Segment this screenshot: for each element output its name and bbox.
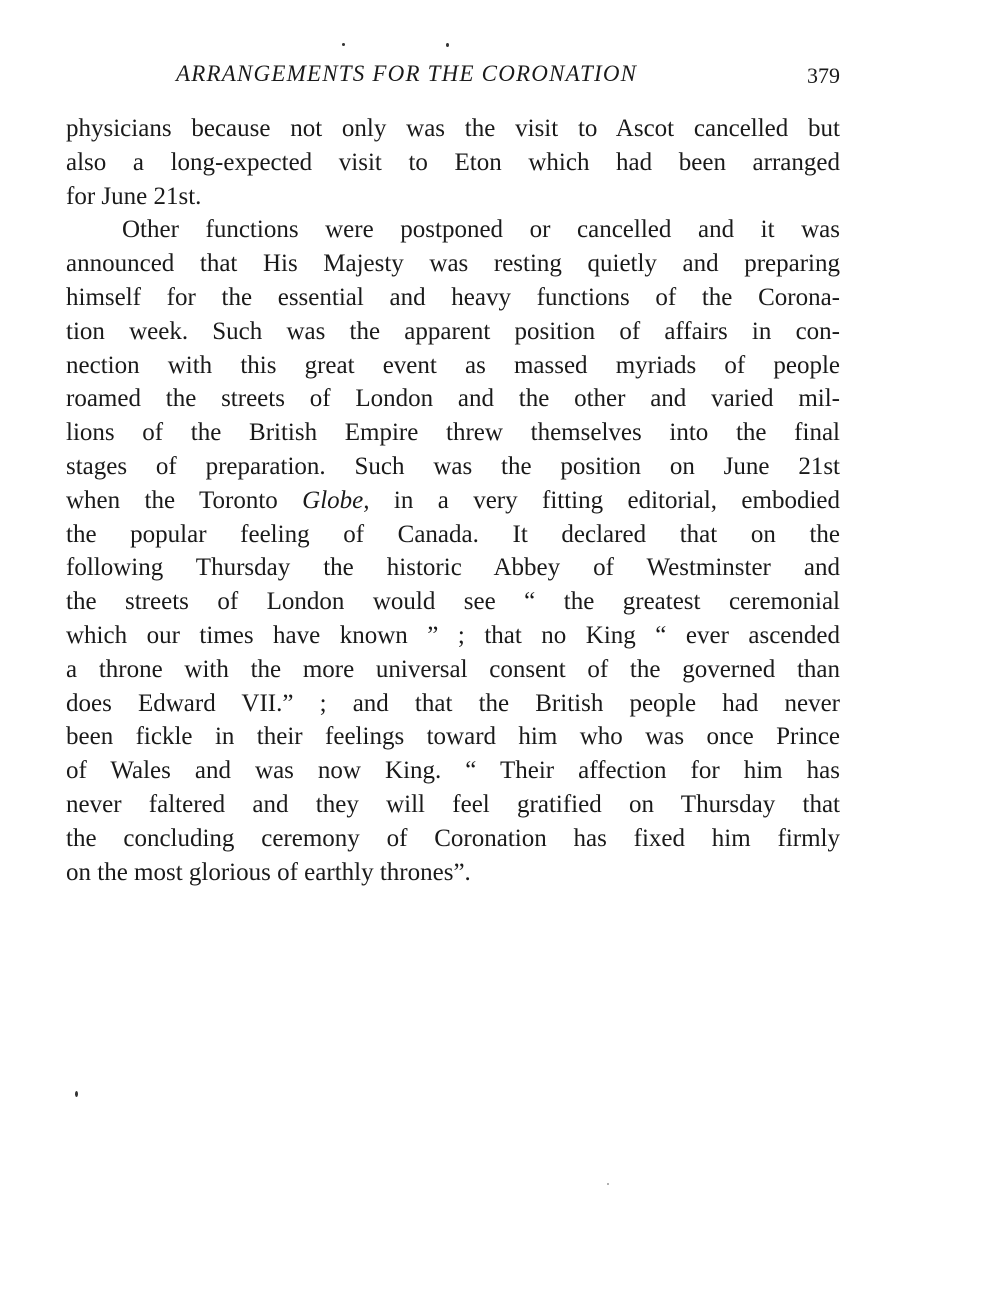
text-line-with-italic: [66, 484, 840, 518]
text-line: the streets of London would see “ the greatest ceremonial: [66, 588, 840, 616]
text-line: the concluding ceremony of Coronation has fixed him firmly: [66, 824, 840, 852]
text-line: announced that His Majesty was resting quietly and preparing: [66, 250, 840, 278]
print-speck: [446, 43, 449, 47]
text-line: also a long-expected visit to Eton which had been arranged: [66, 148, 840, 176]
text-line: nection with this great event as massed myriads of people: [66, 351, 840, 379]
text-line: himself for the essential and heavy functions of the Corona-: [66, 283, 840, 311]
text-line: a throne with the more universal consent of the governed than: [66, 655, 840, 683]
page-number: 379: [807, 63, 840, 88]
text-line: for June 21st.: [66, 182, 202, 210]
text-line: the popular feeling of Canada. It declared that on the: [66, 520, 840, 548]
text-line: of Wales and was now King. “ Their affection for him has: [66, 757, 840, 785]
print-speck: [342, 43, 345, 46]
text-line: Other functions were postponed or cancelled and it was: [122, 216, 840, 244]
text-line: which our times have known ” ; that no King “ ever ascended: [66, 621, 840, 649]
newspaper-title: Globe,: [302, 486, 370, 514]
text-line: never faltered and they will feel gratified on Thursday that: [66, 790, 840, 818]
running-title: ARRANGEMENTS FOR THE CORONATION: [176, 61, 638, 86]
text-line: lions of the British Empire threw themselves into the final: [66, 419, 840, 447]
running-head: [66, 58, 840, 90]
text-segment: when the Toronto: [66, 486, 303, 514]
text-line: does Edward VII.” ; and that the British people had never: [66, 689, 840, 717]
text-line: physicians because not only was the visit to Ascot cancelled but: [66, 115, 840, 142]
text-line: following Thursday the historic Abbey of Westminster and: [66, 554, 840, 582]
print-speck: [607, 1183, 609, 1185]
text-line: tion week. Such was the apparent position of affairs in con-: [66, 317, 840, 345]
print-speck: [75, 1091, 78, 1097]
text-line: roamed the streets of London and the other and varied mil-: [66, 385, 840, 413]
text-segment: in a very fitting editorial, embodied: [369, 486, 840, 514]
body-text: [66, 112, 840, 889]
text-line: been fickle in their feelings toward him who was once Prince: [66, 723, 840, 751]
text-line: stages of preparation. Such was the position on June 21st: [66, 452, 840, 480]
text-line: on the most glorious of earthly thrones”.: [66, 858, 471, 886]
